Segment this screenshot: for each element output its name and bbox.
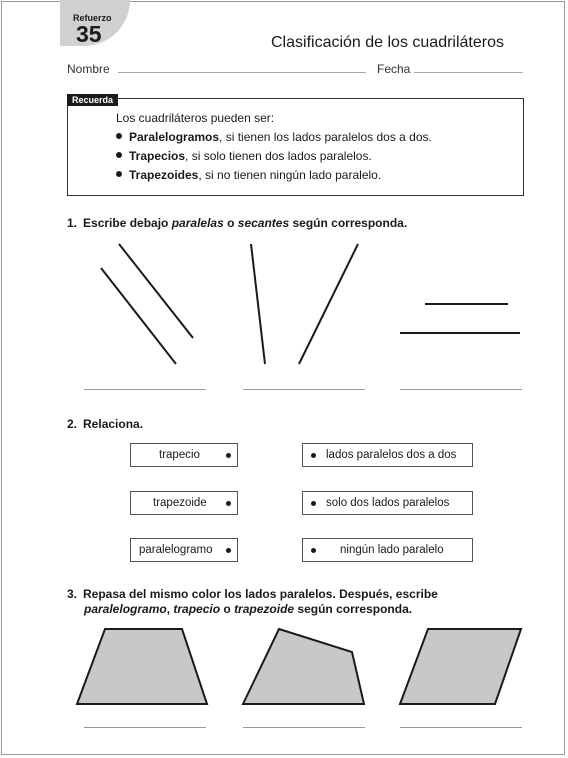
connector-dot[interactable]	[226, 548, 231, 553]
match-label: ningún lado paralelo	[340, 544, 444, 556]
question-3-line-2: paralelogramo, trapecio o trapezoide según corresponda.	[84, 602, 413, 616]
match-label: trapezoide	[153, 497, 207, 509]
answer-line-2[interactable]	[243, 389, 365, 390]
match-label: paralelogramo	[139, 544, 213, 556]
answer-line-6[interactable]	[400, 727, 522, 728]
answer-line-4[interactable]	[84, 727, 206, 728]
match-left-trapecio[interactable]	[130, 443, 238, 467]
answer-line-3[interactable]	[400, 389, 522, 390]
match-right-3[interactable]	[302, 538, 473, 562]
match-left-trapezoide[interactable]	[130, 491, 238, 515]
trapezoid-shape[interactable]	[77, 629, 207, 704]
line-pair-3	[400, 304, 520, 333]
question-1: 1. Escribe debajo paralelas o secantes según corresponda.	[67, 216, 408, 230]
line-pair-2	[251, 244, 358, 364]
line-pair-1	[101, 244, 193, 364]
answer-line-5[interactable]	[243, 727, 365, 728]
recuerda-intro: Los cuadriláteros pueden ser:	[116, 111, 275, 125]
match-label: trapecio	[159, 449, 200, 461]
page-title: Clasificación de los cuadriláteros	[271, 34, 504, 51]
recuerda-item: Trapezoides, si no tienen ningún lado paralelo.	[116, 168, 381, 182]
tab-label: Refuerzo	[73, 13, 112, 23]
tab-number: 35	[76, 21, 102, 47]
connector-dot[interactable]	[226, 501, 231, 506]
trapezoid-irregular-shape[interactable]	[243, 629, 364, 704]
match-label: solo dos lados paralelos	[326, 497, 450, 509]
answer-line-1[interactable]	[84, 389, 206, 390]
connector-dot[interactable]	[226, 453, 231, 458]
match-right-1[interactable]	[302, 443, 473, 467]
recuerda-item: Trapecios, si solo tienen dos lados paralelos.	[116, 149, 372, 163]
question-3: 3. Repasa del mismo color los lados paralelos. Después, escribe	[67, 587, 438, 601]
connector-dot[interactable]	[311, 548, 316, 553]
match-left-paralelogramo[interactable]	[130, 538, 238, 562]
connector-dot[interactable]	[311, 501, 316, 506]
match-right-2[interactable]	[302, 491, 473, 515]
question-2: 2. Relaciona.	[67, 417, 144, 431]
date-label: Fecha	[377, 62, 411, 76]
parallelogram-shape[interactable]	[400, 629, 521, 704]
connector-dot[interactable]	[311, 453, 316, 458]
match-label: lados paralelos dos a dos	[326, 449, 457, 461]
name-label: Nombre	[67, 62, 110, 76]
recuerda-tag: Recuerda	[67, 94, 118, 106]
recuerda-item: Paralelogramos, si tienen los lados paralelos dos a dos.	[116, 130, 432, 144]
